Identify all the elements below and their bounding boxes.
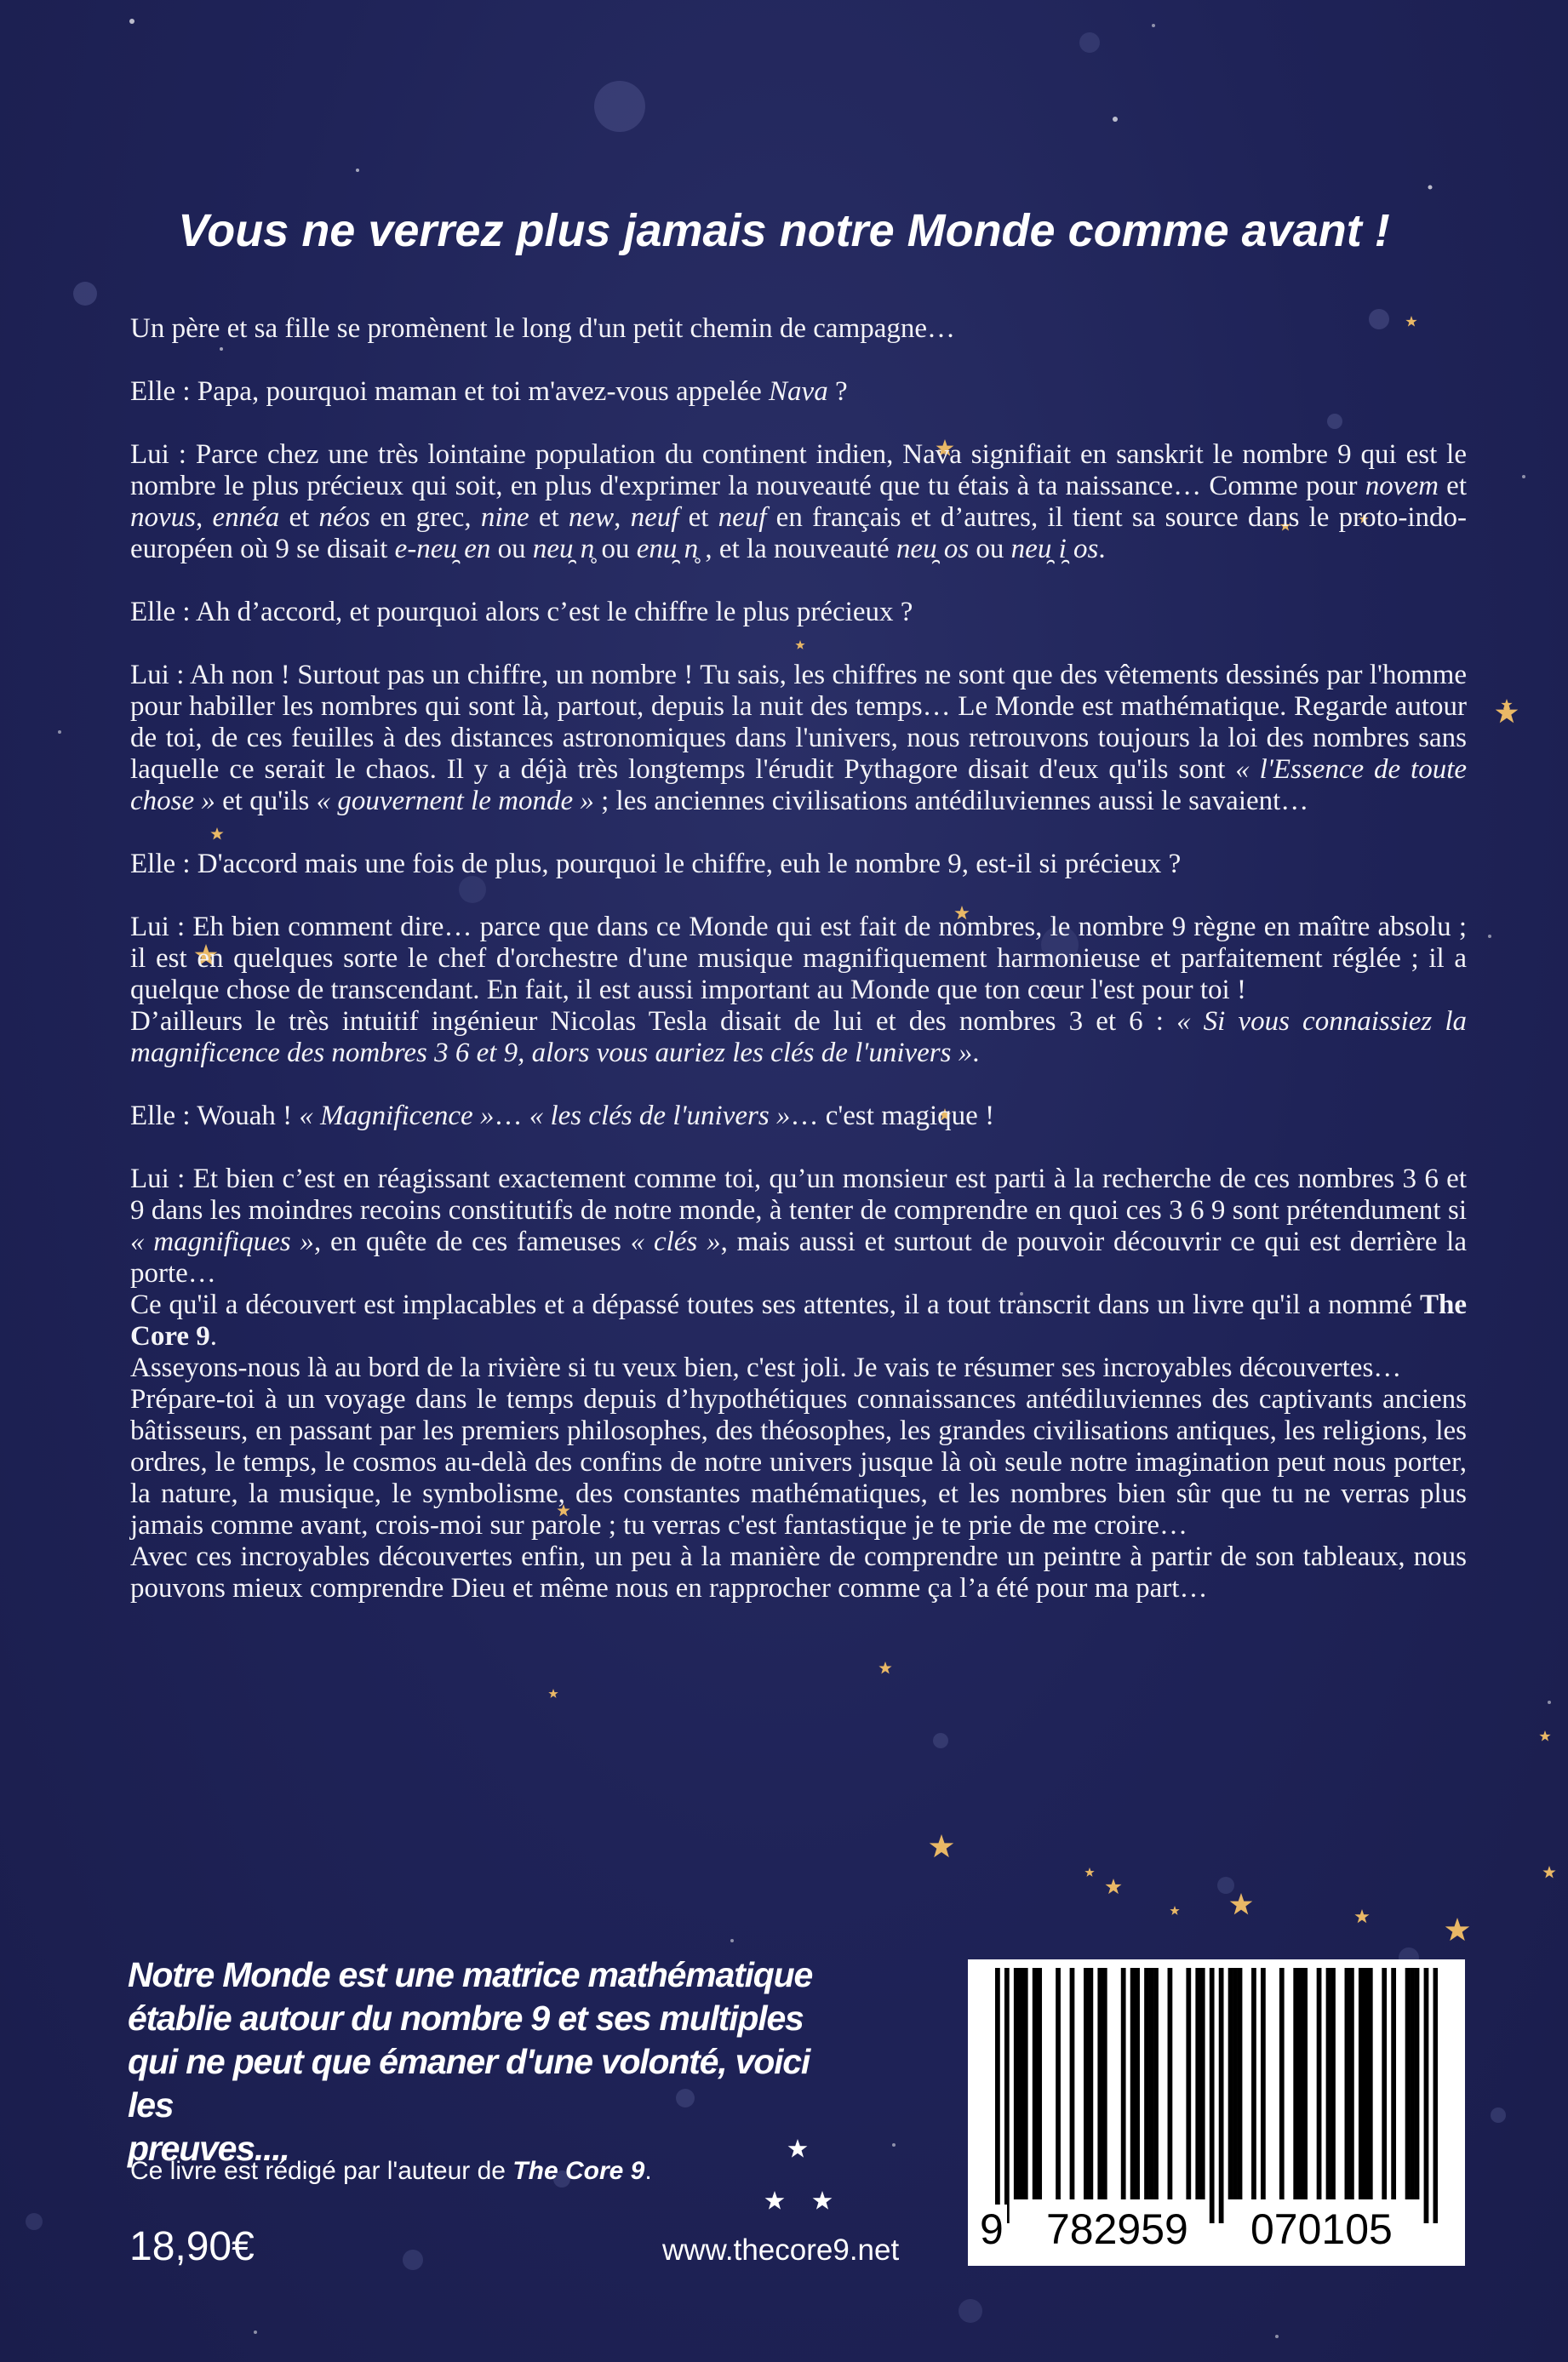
star-icon: [1496, 701, 1519, 723]
barcode-bar: [1317, 1968, 1322, 2199]
bokeh-dot: [933, 1733, 948, 1748]
barcode-bar: [1345, 1968, 1350, 2199]
barcode-bar: [1210, 1968, 1215, 2223]
barcode-bar: [1018, 1968, 1023, 2199]
star-icon: [765, 2191, 785, 2210]
barcode-bar: [1037, 1968, 1042, 2199]
barcode-bar: [1097, 1968, 1102, 2199]
headline: Vous ne verrez plus jamais notre Monde comme avant !: [178, 205, 1390, 256]
barcode-bar: [1349, 1968, 1354, 2199]
paragraph-9e: Avec ces incroyables découvertes enfin, un peu à la manière de comprendre un peintre à partir de son tableaux, nous pouvons mieux comprendre Dieu et même nous en rapprocher comme ça l’a été pour ma part…: [130, 1541, 1467, 1604]
barcode-bar: [1233, 1968, 1238, 2199]
barcode-bar: [1023, 1968, 1028, 2199]
barcode-bar: [1331, 1968, 1336, 2199]
bokeh-dot: [959, 2299, 982, 2323]
isbn-number: [976, 2205, 1456, 2256]
tagline: Notre Monde est une matrice mathématique établie autour du nombre 9 et ses multiples qui ne peut que émaner d'une volonté, voici les preuves....: [128, 1955, 813, 2168]
paragraph-7b: D’ailleurs le très intuitif ingénieur Nicolas Tesla disait de lui et des nombres 3 et 6 : « Si vous connaissiez la magnificence des nombres 3 6 et 9, alors vous auriez les clés de l'univers ».: [130, 1006, 1467, 1068]
isbn-first-digit: 9: [976, 2205, 1007, 2254]
paragraph-3: Lui : Parce chez une très lointaine population du continent indien, Nava signifiait en sanskrit le nombre 9 qui est le nombre le plus précieux qui soit, en plus d'exprimer la nouveauté que tu étais à ta naissance… Comme pour novem et novus, ennéa et néos en grec, nine et new, neuf et neuf en français et d’autres, il tient sa source dans le proto-indo-européen où 9 se disait e-neu̯ en ou neu̯ n̥ ou enu̯ n̥ , et la nouveauté neu̯ os ou neu̯ i̯ os.: [130, 439, 1467, 564]
barcode-bar: [1144, 1968, 1149, 2199]
barcode-bar: [1014, 1968, 1019, 2199]
paragraph-9b: Ce qu'il a découvert est implacables et a dépassé toutes ses attentes, il a tout transcrit dans un livre qu'il a nommé The Core 9.: [130, 1290, 1467, 1352]
barcode-bar: [1359, 1968, 1364, 2199]
barcode-bar: [1410, 1968, 1415, 2199]
barcode-bar: [1368, 1968, 1373, 2199]
bokeh-dot: [73, 282, 97, 306]
star-icon: [1106, 1879, 1122, 1894]
barcode-bar: [1382, 1968, 1387, 2199]
barcode-bar: [995, 1968, 1000, 2223]
barcode-bar: [1004, 1968, 1010, 2223]
barcode-bar: [1070, 1968, 1075, 2199]
barcode-bar: [1228, 1968, 1233, 2199]
bokeh-dot: [403, 2250, 423, 2270]
barcode-bar: [1135, 1968, 1140, 2199]
paragraph-8: Elle : Wouah ! « Magnificence »… « les clés de l'univers »… c'est magique !: [130, 1101, 995, 1131]
star-icon: [1539, 1730, 1550, 1741]
story-text: [130, 313, 1467, 1604]
star-icon: [1354, 1909, 1369, 1923]
barcode-bar: [1251, 1968, 1256, 2199]
bokeh-dot: [1491, 2107, 1506, 2123]
barcode-bar: [1149, 1968, 1154, 2199]
barcode-bar: [1279, 1968, 1285, 2199]
paragraph-7a: Lui : Eh bien comment dire… parce que dans ce Monde qui est fait de nombres, le nombre 9 règne en maître absolu ; il est en quelques sorte le chef d'orchestre d'une musique magnifiquement harmonieuse et parfaitement réglée ; il a quelque chose de transcendant. En fait, il est aussi important au Monde que ton cœur l'est pour toi !: [130, 912, 1467, 1005]
barcode-bar: [1219, 1968, 1224, 2223]
barcode-bar: [1424, 1968, 1429, 2223]
bokeh-dot: [26, 2213, 43, 2230]
star-icon: [1084, 1867, 1094, 1877]
isbn-group-1: 782959: [1043, 2205, 1192, 2254]
barcode-bar: [1153, 1968, 1159, 2199]
barcode-bar: [1102, 1968, 1107, 2199]
paragraph-2: Elle : Papa, pourquoi maman et toi m'avez-vous appelée Nava ?: [130, 376, 848, 407]
paragraph-5: Lui : Ah non ! Surtout pas un chiffre, un nombre ! Tu sais, les chiffres ne sont que des vêtements dessinés par l'homme pour habiller les nombres qui sont là, partout, depuis la nuit des temps… Le Monde est mathématique. Regarde autour de toi, de ces feuilles à des distances astronomiques dans l'univers, nous retrouvons toujours la loi des nombres sans laquelle ce serait le chaos. Il y a déjà très longtemps l'érudit Pythagore disait d'eux qu'ils sont « l'Essence de toute chose » et qu'ils « gouvernent le monde » ; les anciennes civilisations antédiluviennes aussi le savaient…: [130, 660, 1468, 816]
barcode-bar: [1056, 1968, 1061, 2199]
barcode-bar: [1084, 1968, 1089, 2199]
barcode-bar: [1195, 1968, 1200, 2199]
bokeh-dot: [1079, 32, 1100, 53]
star-icon: [1170, 1906, 1179, 1915]
bokeh-dot: [594, 81, 645, 132]
bokeh-dot: [1217, 1877, 1234, 1894]
paragraph-1: Un père et sa fille se promènent le long d'un petit chemin de campagne…: [130, 313, 956, 344]
barcode-bar: [1415, 1968, 1420, 2199]
barcode-bar: [1261, 1968, 1266, 2199]
star-icon: [548, 1689, 558, 1698]
author-line: Ce livre est rédigé par l'auteur de The Core 9.: [130, 2157, 652, 2185]
barcode-bar: [1238, 1968, 1243, 2199]
price: 18,90€: [129, 2224, 255, 2269]
barcode-bar: [1293, 1968, 1298, 2199]
barcode-bars: [995, 1968, 1438, 2223]
barcode-bar: [1200, 1968, 1205, 2199]
paragraph-9d: Prépare-toi à un voyage dans le temps depuis d’hypothétiques connaissances antédiluviennes des captivants anciens bâtisseurs, en passant par les premiers philosophes, des théosophes, les grandes civilisations antiques, les religions, les ordres, le temps, le cosmos au-delà des confins de notre univers jusque là où seule notre imagination peut nous porter, la nature, la musique, le symbolisme, des constantes mathématiques, et les nombres bien sûr que tu ne verras plus jamais comme avant, crois-moi sur parole ; tu verras c'est fantastique je te prie de me croire…: [130, 1384, 1467, 1541]
barcode-bar: [1130, 1968, 1136, 2199]
star-icon: [878, 1661, 891, 1673]
paragraph-4: Elle : Ah d’accord, et pourquoi alors c’est le chiffre le plus précieux ?: [130, 597, 913, 627]
barcode-bar: [1363, 1968, 1368, 2199]
barcode-bar: [1168, 1968, 1173, 2199]
star-icon: [1230, 1893, 1253, 1914]
star-icon: [813, 2191, 833, 2210]
barcode-bar: [1298, 1968, 1303, 2199]
isbn-group-2: 070105: [1247, 2205, 1396, 2254]
barcode-bar: [1391, 1968, 1396, 2199]
star-icon: [1445, 1918, 1470, 1941]
paragraph-9a: Lui : Et bien c’est en réagissant exactement comme toi, qu’un monsieur est parti à la recherche de ces nombres 3 6 et 9 dans les moindres recoins constitutifs de notre monde, à tenter de comprendre en quoi ces 3 6 9 sont prétendument si « magnifiques », en quête de ces fameuses « clés », mais aussi et surtout de pouvoir découvrir ce qui est derrière la porte…: [130, 1164, 1467, 1289]
barcode-bar: [1302, 1968, 1308, 2199]
star-icon: [1542, 1866, 1555, 1878]
barcode-bar: [1088, 1968, 1093, 2199]
barcode-bar: [1405, 1968, 1411, 2199]
barcode-bar: [1326, 1968, 1331, 2199]
paragraph-6: Elle : D'accord mais une fois de plus, pourquoi le chiffre, euh le nombre 9, est-il si précieux ?: [130, 849, 1182, 879]
barcode-bar: [1121, 1968, 1126, 2199]
barcode-bar: [1186, 1968, 1191, 2199]
website-link[interactable]: www.thecore9.net: [662, 2233, 900, 2267]
barcode-bar: [1434, 1968, 1438, 2223]
isbn-barcode: [968, 1959, 1465, 2266]
barcode-bar: [1033, 1968, 1038, 2199]
star-icon: [930, 1834, 954, 1857]
paragraph-9c: Asseyons-nous là au bord de la rivière si tu veux bien, c'est joli. Je vais te résumer ses incroyables découvertes…: [130, 1353, 1402, 1383]
